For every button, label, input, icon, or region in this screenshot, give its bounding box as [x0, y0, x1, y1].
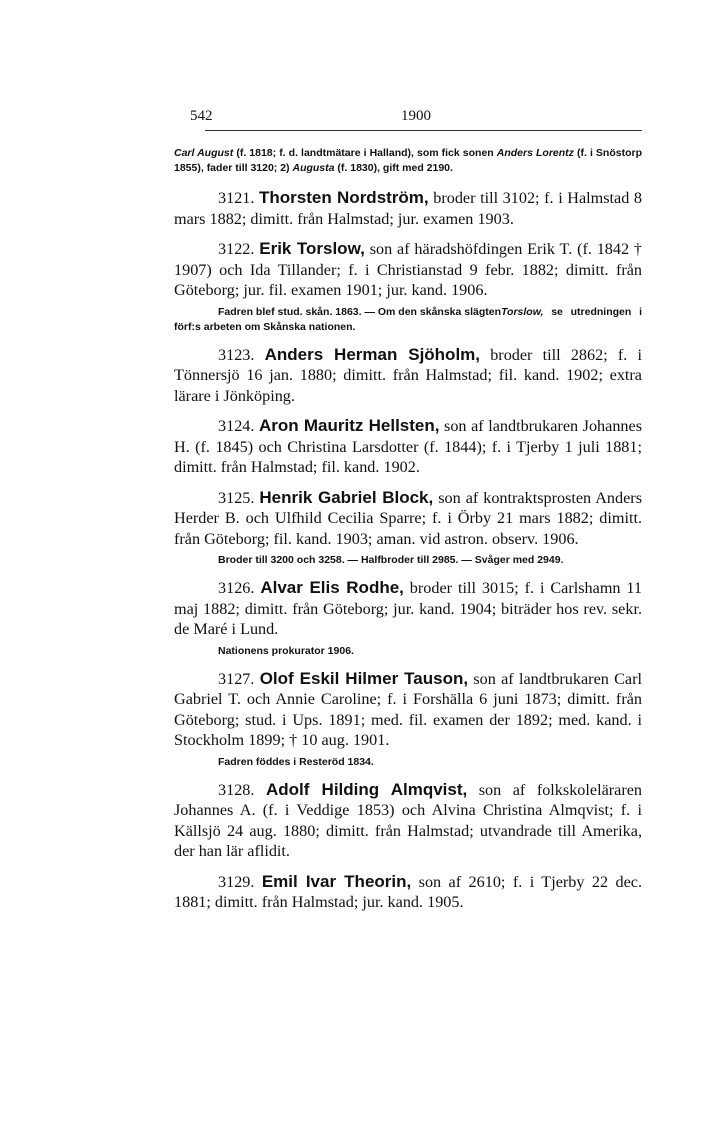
entry-number: 3127.	[218, 669, 255, 688]
entry-name: Erik Torslow,	[259, 239, 365, 258]
entry-3125	[174, 488, 642, 550]
note-text: Fadren blef stud. skån. 1863. — Om den skånska slägten	[218, 305, 502, 318]
intro-name-2: Anders Lorentz	[496, 147, 574, 159]
entry-name: Adolf Hilding Almqvist,	[265, 779, 468, 799]
note-text: Fadren föddes i Resteröd 1834.	[218, 755, 374, 768]
note-text: Nationens prokurator 1906.	[218, 644, 354, 657]
entry-text: son af landtbrukaren Johannes H. (f. 1845) och Christina Larsdotter (f. 1844); f. i Tjerby 1 juli 1881; dimitt. från Halmstad; fil. kand. 1902.	[174, 417, 642, 476]
entry-text: son af kontraktsprosten Anders Herder B. och Ulfhild Cecilia Sparre; f. i Örby 21 mars 1882; dimitt. från Göteborg; fil. kand. 1903; aman. vid astron. observ. 1906.	[174, 488, 642, 548]
entry-text: broder till 2862; f. i Tönnersjö 16 jan. 1880; dimitt. från Halmstad; fil. kand. 1902; extra lärare i Jönköping.	[174, 345, 643, 405]
intro-text-3: (f. 1830), gift med 2190.	[334, 162, 453, 174]
page-content	[174, 140, 642, 923]
entry-3129	[174, 872, 642, 913]
entry-number: 3123.	[218, 345, 255, 364]
entry-text: son af landtbrukaren Carl Gabriel T. och Annie Caroline; f. i Forshälla 6 juni 1873; dimitt. från Göteborg; stud. i Ups. 1891; med. fil. examen der 1892; med. kand. i Stockholm 1899; † 10 aug. 1901.	[174, 669, 642, 749]
note-3127	[174, 755, 642, 770]
entry-number: 3121.	[218, 189, 255, 207]
running-head-year: 1900	[401, 108, 431, 124]
entry-text: broder till 3102; f. i Halmstad 8 mars 1882; dimitt. från Halmstad; jur. examen 1903.	[174, 189, 643, 228]
entry-number: 3122.	[218, 240, 255, 258]
entry-name: Alvar Elis Rodhe,	[260, 578, 404, 597]
note-3125	[174, 553, 642, 568]
note-text: Broder till 3200 och 3258. — Halfbroder till 2985. — Svåger med 2949.	[218, 554, 564, 566]
entry-3123	[174, 345, 642, 407]
entry-number: 3128.	[218, 780, 255, 799]
note-text-2: se utredningen i förf:s arbeten om Skånska nationen.	[174, 305, 642, 333]
intro-name-3: Augusta	[292, 162, 335, 174]
entry-number: 3126.	[218, 579, 255, 597]
entry-name: Olof Eskil Hilmer Tauson,	[259, 668, 469, 688]
entry-text: broder till 3015; f. i Carlshamn 11 maj 1882; dimitt. från Göteborg; jur. kand. 1904; biträder hos rev. sekr. de Maré i Lund.	[174, 579, 643, 638]
entry-3121	[174, 188, 642, 229]
entry-number: 3125.	[218, 488, 255, 507]
entry-number: 3124.	[218, 417, 255, 435]
note-3126	[174, 644, 642, 659]
page-number: 542	[190, 108, 213, 124]
intro-paragraph	[174, 146, 642, 176]
entry-name: Emil Ivar Theorin,	[261, 871, 412, 891]
entry-text: son af häradshöfdingen Erik T. (f. 1842 † 1907) och Ida Tillander; f. i Christianstad 9 febr. 1882; dimitt. från Göteborg; jur. fil. examen 1901; jur. kand. 1906.	[174, 240, 643, 299]
entry-name: Anders Herman Sjöholm,	[264, 344, 481, 364]
intro-text-1: (f. 1818; f. d. landtmätare i Halland), som fick sonen	[233, 147, 497, 159]
header-rule	[205, 130, 642, 131]
entry-text: son af folkskoleläraren Johannes A. (f. i Veddige 1853) och Alvina Christina Almqvist; f. i Källsjö 24 aug. 1880; dimitt. från Halmstad; utvandrade till Amerika, der han lär aflidit.	[174, 780, 642, 860]
entry-3126	[174, 578, 642, 640]
entry-3122	[174, 239, 642, 301]
note-name: Torslow,	[501, 305, 544, 318]
entry-name: Thorsten Nordström,	[259, 188, 429, 207]
entry-name: Henrik Gabriel Block,	[259, 487, 434, 507]
entry-3127	[174, 669, 642, 751]
entry-name: Aron Mauritz Hellsten,	[258, 416, 440, 435]
page-header	[190, 108, 642, 130]
intro-text-2: (f. i Snöstorp 1855), fader till 3120; 2)	[174, 147, 642, 174]
intro-name-1: Carl August	[174, 147, 234, 159]
entry-number: 3129.	[218, 872, 255, 891]
entry-3128	[174, 780, 642, 862]
note-3122	[174, 305, 642, 335]
entry-text: son af 2610; f. i Tjerby 22 dec. 1881; dimitt. från Halmstad; jur. kand. 1905.	[174, 872, 642, 911]
entry-3124	[174, 416, 642, 478]
